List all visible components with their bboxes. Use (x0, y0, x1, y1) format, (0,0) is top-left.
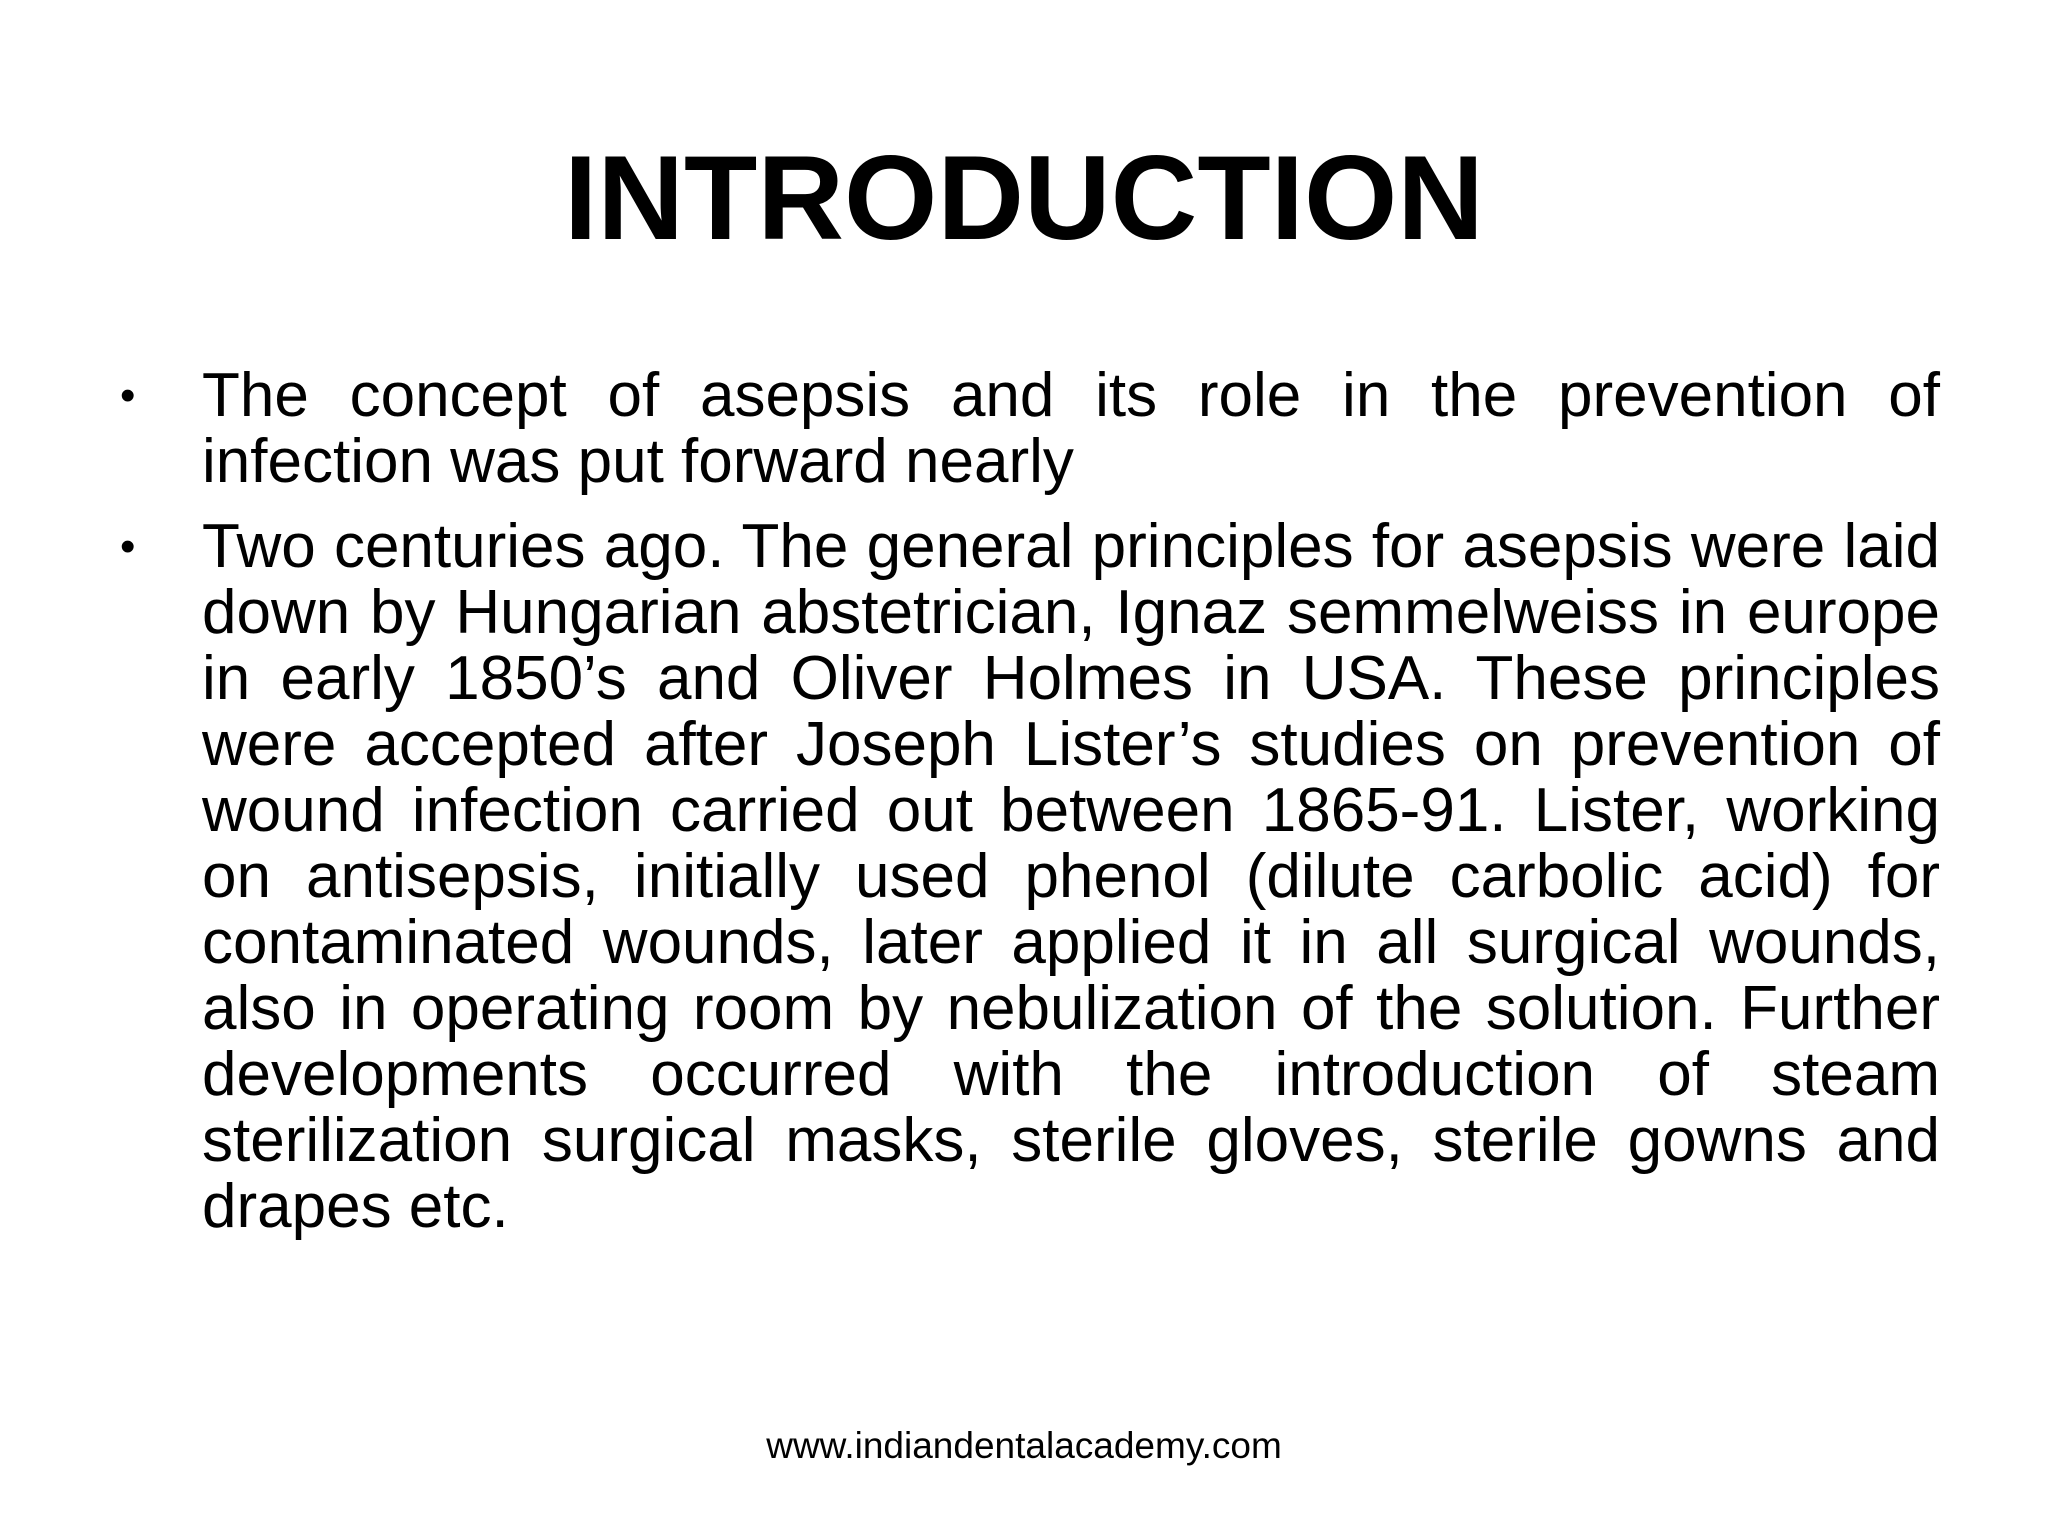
bullet-list (120, 363, 1940, 1259)
bullet-text: Two centuries ago. The general principles for asepsis were laid down by Hungarian abstetrician, Ignaz semmelweiss in europe in early 1850’s and Oliver Holmes in USA. These principles were accepted after Joseph Lister’s studies on prevention of wound infection carried out between 1865-91. Lister, working on antisepsis, initially used phenol (dilute carbolic acid) for contaminated wounds, later applied it in all surgical wounds, also in operating room by nebulization of the solution. Further developments occurred with the introduction of steam sterilization surgical masks, sterile gloves, sterile gowns and drapes etc. (202, 512, 1940, 1241)
bullet-marker: • (120, 522, 136, 571)
slide-title: INTRODUCTION (564, 131, 1484, 265)
footer-website: www.indiandentalacademy.com (766, 1425, 1282, 1466)
bullet-marker: • (120, 371, 136, 420)
bullet-text: The concept of asepsis and its role in the prevention of infection was put forward nearly (202, 361, 1940, 496)
bullet-item (120, 363, 1940, 495)
bullet-item (120, 514, 1940, 1240)
